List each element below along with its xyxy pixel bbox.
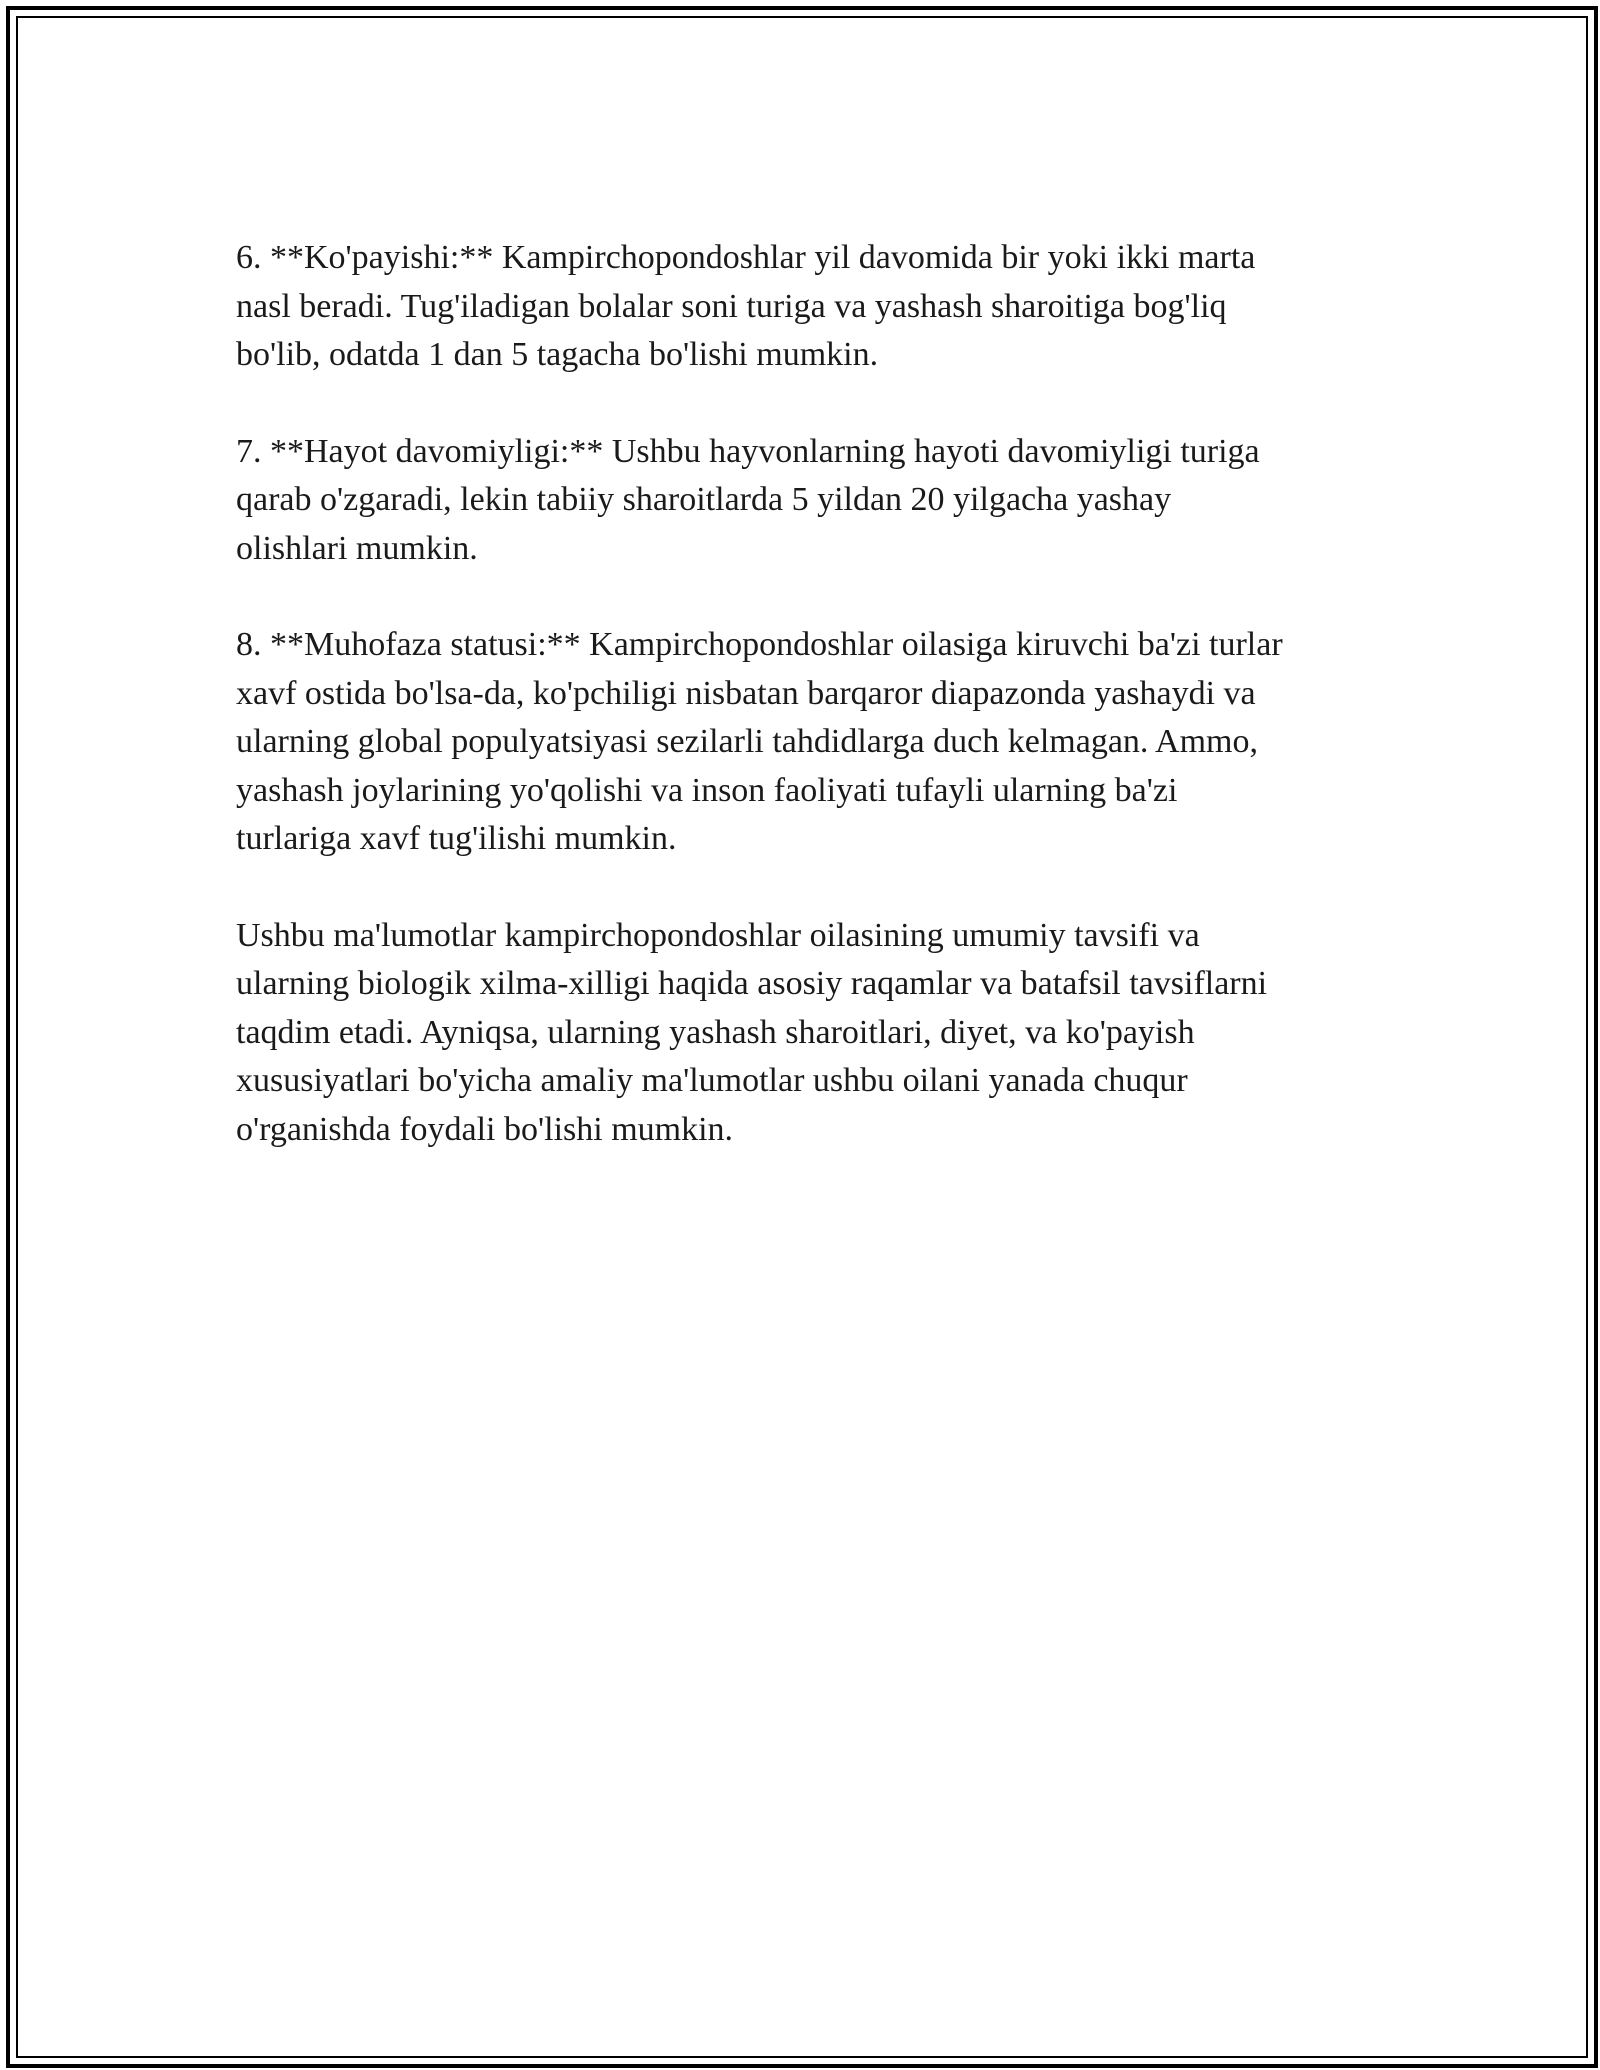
paragraph-lifespan: 7. **Hayot davomiyligi:** Ushbu hayvonlarning hayoti davomiyligi turiga qarab o'zgaradi, lekin tabiiy sharoitlarda 5 yildan 20 yilgacha yashay olishlari mumkin. — [236, 432, 1260, 567]
paragraph-reproduction: 6. **Ko'payishi:** Kampirchopondoshlar yil davomida bir yoki ikki marta nasl beradi. Tug'iladigan bolalar soni turiga va yashash sharoitiga bog'liq bo'lib, odatda 1 dan 5 tagacha bo'lishi mumkin. — [236, 239, 1256, 373]
document-body — [236, 234, 1396, 1202]
paragraph-summary: Ushbu ma'lumotlar kampirchopondoshlar oilasining umumiy tavsifi va ularning biologik xilma-xilligi haqida asosiy raqamlar va batafsil tavsiflarni taqdim etadi. Ayniqsa, ularning yashash sharoitlari, diyet, va ko'payish xususiyatlari bo'yicha amaliy ma'lumotlar ushbu oilani yanada chuqur o'rganishda foydali bo'lishi mumkin. — [236, 916, 1268, 1148]
paragraph-conservation-status: 8. **Muhofaza statusi:** Kampirchopondoshlar oilasiga kiruvchi ba'zi turlar xavf ostida bo'lsa-da, ko'pchiligi nisbatan barqaror diapazonda yashaydi va ularning global populyatsiyasi sezilarli tahdidlarga duch kelmagan. Ammo, yashash joylarining yo'qolishi va inson faoliyati tufayli ularning ba'zi turlariga xavf tug'ilishi mumkin. — [236, 626, 1283, 857]
